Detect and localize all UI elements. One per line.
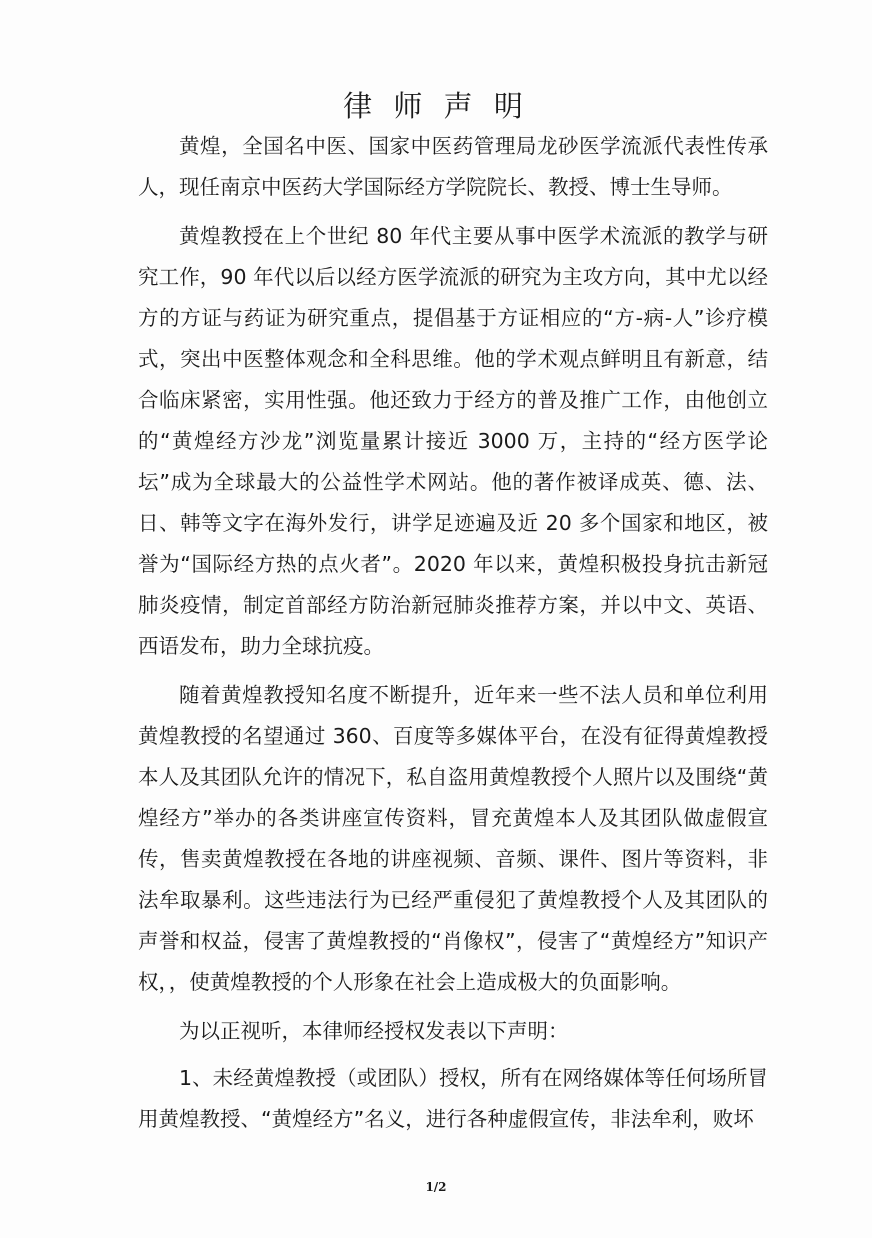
page-title: 律 师 声 明 <box>343 89 529 123</box>
body-text <box>138 126 768 1146</box>
paragraph-clause-1: 1、未经黄煌教授（或团队）授权，所有在网络媒体等任何场所冒用黄煌教授、“黄煌经方”名义，进行各种虚假宣传，非法牟利，败坏 <box>138 1066 768 1131</box>
paragraph-declaration-intro: 为以正视听，本律师经授权发表以下声明： <box>179 1019 569 1043</box>
page-number: 1/2 <box>425 1180 447 1194</box>
paragraph-intro: 黄煌，全国名中医、国家中医药管理局龙砂医学流派代表性传承人，现任南京中医药大学国际经方学院院长、教授、博士生导师。 <box>138 134 768 199</box>
paragraph-biography: 黄煌教授在上个世纪 80 年代主要从事中医学术流派的教学与研究工作，90 年代以后以经方医学流派的研究为主攻方向，其中尤以经方的方证与药证为研究重点，提倡基于方证相应的“方-病-人”诊疗模式，突出中医整体观念和全科思维。他的学术观点鲜明且有新意，结合临床紧密，实用性强。他还致力于经方的普及推广工作，由他创立的“黄煌经方沙龙”浏览量累计接近 3000 万，主持的“经方医学论坛”成为全球最大的公益性学术网站。他的著作被译成英、德、法、日、韩等文字在海外发行，讲学足迹遍及近 20 多个国家和地区，被誉为“国际经方热的点火者”。2020 年以来，黄煌积极投身抗击新冠肺炎疫情，制定首部经方防治新冠肺炎推荐方案，并以中文、英语、西语发布，助力全球抗疫。 <box>138 224 768 658</box>
paragraph-infringement: 随着黄煌教授知名度不断提升，近年来一些不法人员和单位利用黄煌教授的名望通过 360、百度等多媒体平台，在没有征得黄煌教授本人及其团队允许的情况下，私自盗用黄煌教授个人照片以及围绕“黄煌经方”举办的各类讲座宣传资料，冒充黄煌本人及其团队做虚假宣传，售卖黄煌教授在各地的讲座视频、音频、课件、图片等资料，非法牟取暴利。这些违法行为已经严重侵犯了黄煌教授个人及其团队的声誉和权益，侵害了黄煌教授的“肖像权”，侵害了“黄煌经方”知识产权，，使黄煌教授的个人形象在社会上造成极大的负面影响。 <box>138 683 768 994</box>
